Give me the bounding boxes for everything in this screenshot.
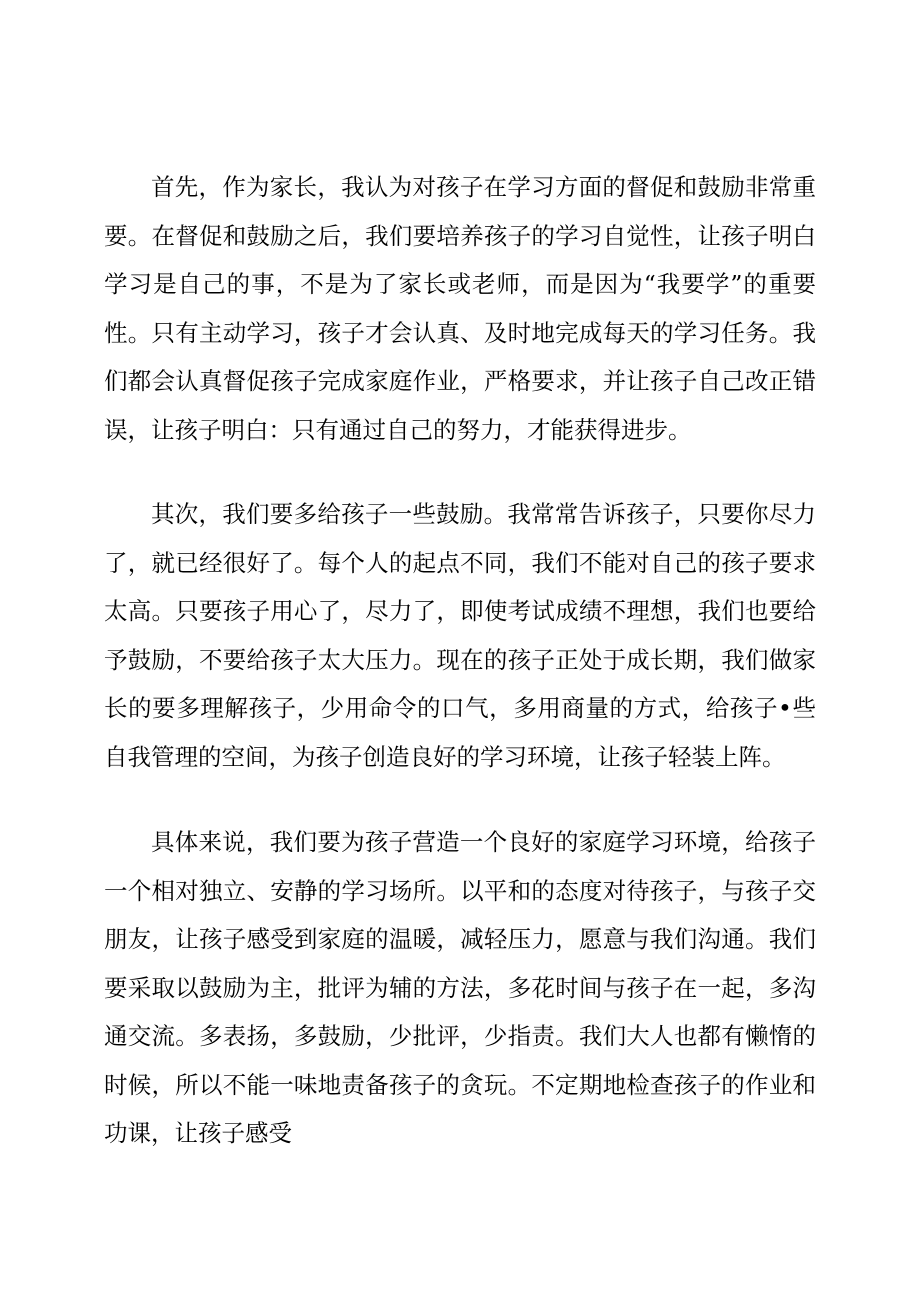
paragraph-home-environment: 具体来说，我们要为孩子营造一个良好的家庭学习环境，给孩子一个相对独立、安静的学习场所。以平和的态度对待孩子，与孩子交朋友，让孩子感受到家庭的温暖，减轻压力，愿意与我们沟通。我们要采取以鼓励为主，批评为辅的方法，多花时间与孩子在一起，多沟通交流。多表扬，多鼓励，少批评，少指责。我们大人也都有懒惰的时候，所以不能一味地责备孩子的贪玩。不定期地检查孩子的作业和功课，让孩子感受 bbox=[104, 828, 816, 1147]
paragraph-supervision: 首先，作为家长，我认为对孩子在学习方面的督促和鼓励非常重要。在督促和鼓励之后，我们要培养孩子的学习自觉性，让孩子明白学习是自己的事，不是为了家长或老师，而是因为“我要学”的重要性。只有主动学习，孩子才会认真、及时地完成每天的学习任务。我们都会认真督促孩子完成家庭作业，严格要求，并让孩子自己改正错误，让孩子明白：只有通过自己的努力，才能获得进步。 bbox=[104, 173, 816, 444]
paragraph-encouragement: 其次，我们要多给孩子一些鼓励。我常常告诉孩子，只要你尽力了，就已经很好了。每个人的起点不同，我们不能对自己的孩子要求太高。只要孩子用心了，尽力了，即使考试成绩不理想，我们也要给予鼓励，不要给孩子太大压力。现在的孩子正处于成长期，我们做家长的要多理解孩子，少用命令的口气，多用商量的方式，给孩子•些自我管理的空间，为孩子创造良好的学习环境，让孩子轻装上阵。 bbox=[104, 500, 816, 771]
